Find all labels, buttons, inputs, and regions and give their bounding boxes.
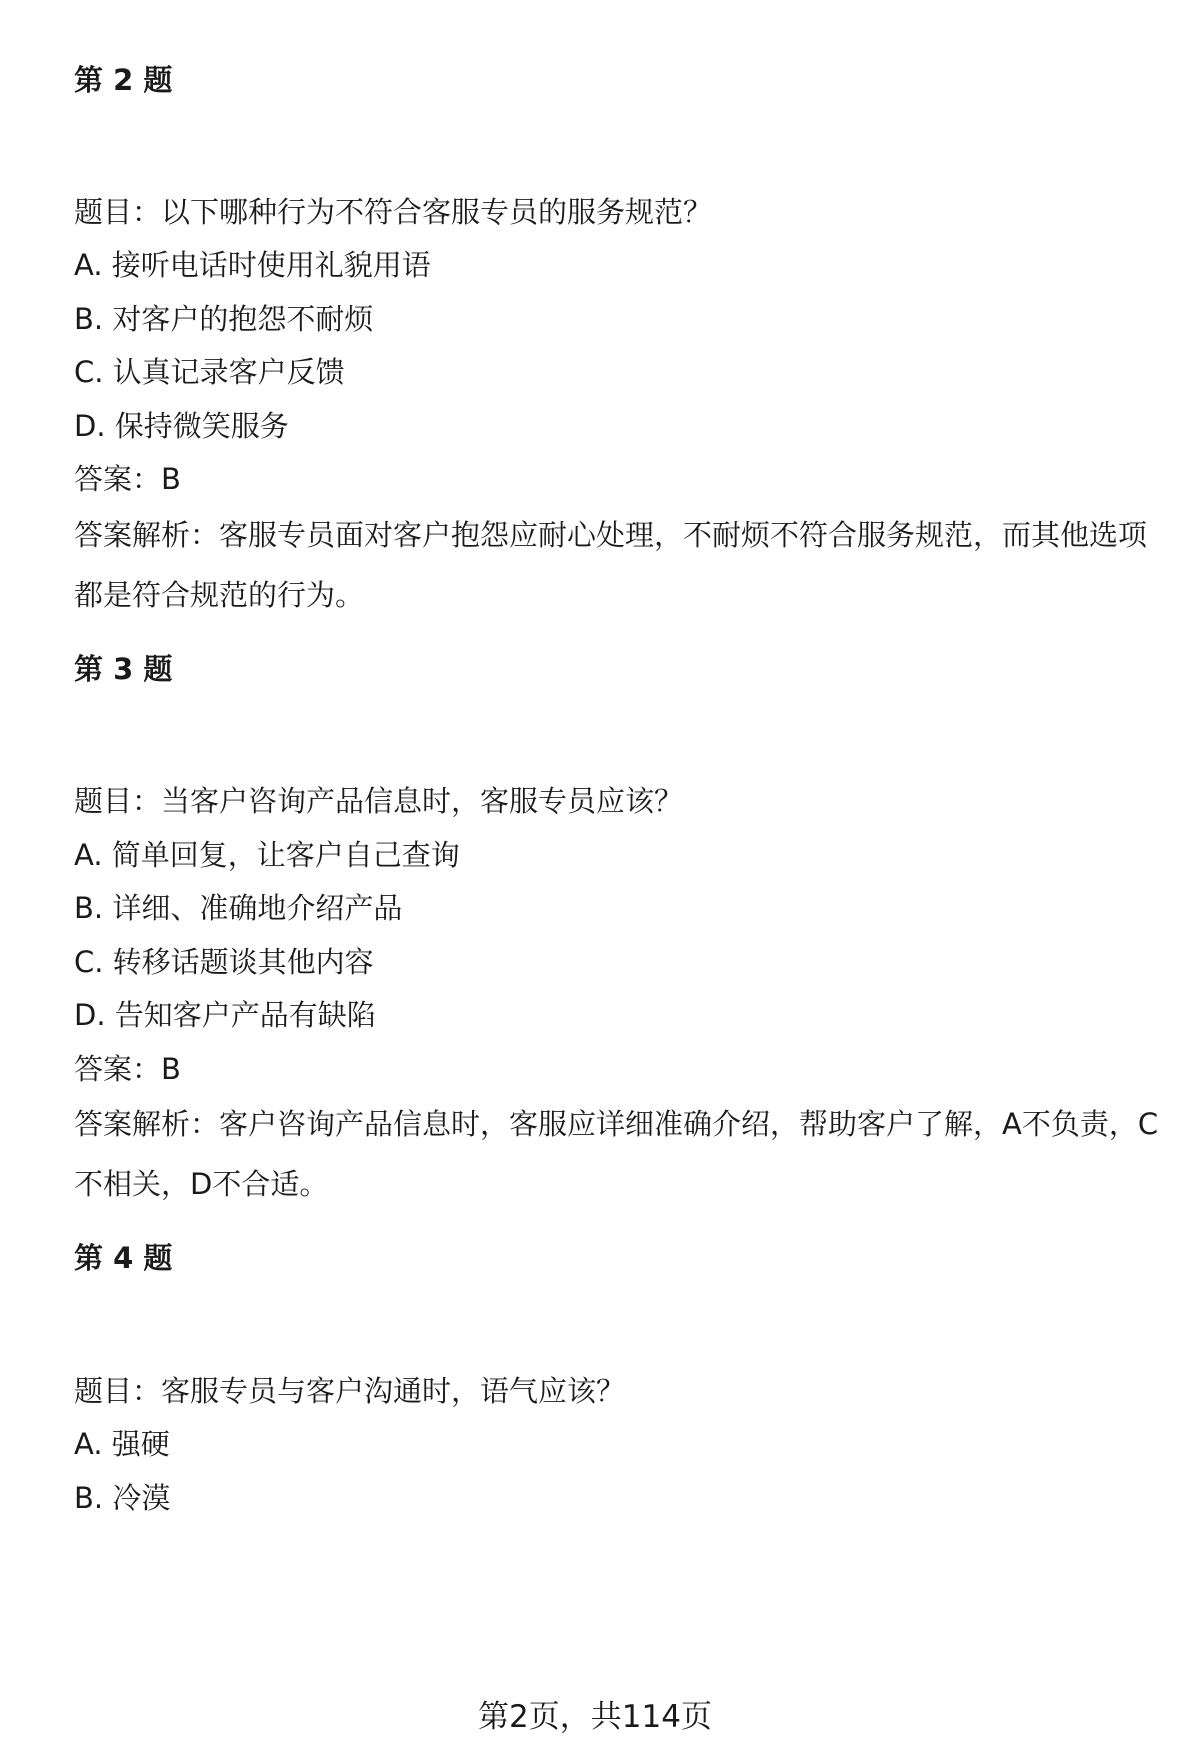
question-3-analysis: 答案解析：客户咨询产品信息时，客服应详细准确介绍，帮助客户了解，A不负责，C不相关，D不合适。 bbox=[74, 1107, 1159, 1201]
question-2-answer: 答案：B bbox=[74, 462, 181, 496]
page-number-footer: 第2页，共114页 bbox=[478, 1699, 712, 1735]
question-4-option-a: A. 强硬 bbox=[74, 1427, 170, 1461]
question-2-analysis: 答案解析：客服专员面对客户抱怨应耐心处理，不耐烦不符合服务规范，而其他选项都是符合规范的行为。 bbox=[74, 518, 1148, 612]
question-2-option-d: D. 保持微笑服务 bbox=[74, 409, 289, 443]
question-2-option-b: B. 对客户的抱怨不耐烦 bbox=[74, 302, 374, 336]
question-3-heading: 第 3 题 bbox=[74, 652, 173, 686]
question-3-answer: 答案：B bbox=[74, 1052, 181, 1086]
question-3-prompt: 题目：当客户咨询产品信息时，客服专员应该？ bbox=[74, 784, 684, 818]
question-2-option-a: A. 接听电话时使用礼貌用语 bbox=[74, 248, 431, 282]
question-4-option-b: B. 冷漠 bbox=[74, 1481, 171, 1515]
question-3-option-c: C. 转移话题谈其他内容 bbox=[74, 945, 374, 979]
question-3-option-d: D. 告知客户产品有缺陷 bbox=[74, 998, 376, 1032]
question-3-option-b: B. 详细、准确地介绍产品 bbox=[74, 891, 403, 925]
question-2-option-c: C. 认真记录客户反馈 bbox=[74, 355, 345, 389]
question-4-heading: 第 4 题 bbox=[74, 1241, 173, 1275]
question-3-option-a: A. 简单回复，让客户自己查询 bbox=[74, 838, 460, 872]
question-4-prompt: 题目：客服专员与客户沟通时，语气应该？ bbox=[74, 1374, 626, 1408]
question-2-prompt: 题目：以下哪种行为不符合客服专员的服务规范？ bbox=[74, 195, 713, 229]
question-2-heading: 第 2 题 bbox=[74, 63, 173, 97]
